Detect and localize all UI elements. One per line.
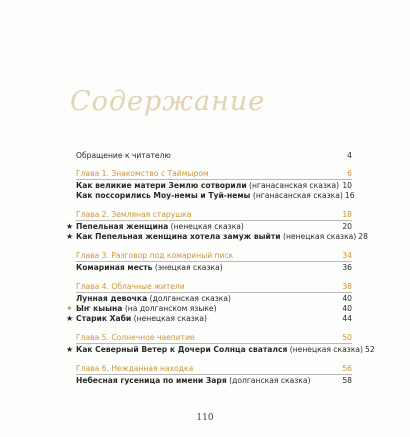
story-title: Как Северный Ветер к Дочери Солнца сватался [76, 345, 288, 354]
story-page: 10 [342, 181, 352, 190]
story-row [66, 304, 352, 314]
story-row [76, 263, 352, 273]
story-entry [76, 376, 311, 386]
chapter-page: 18 [342, 210, 352, 219]
story-note: (ненецкая сказка) [168, 222, 244, 231]
chapter-page: 56 [342, 364, 352, 373]
chapter-heading-row [76, 251, 352, 262]
chapter-heading-row [76, 333, 352, 344]
story-note: (ненецкая сказка) [131, 314, 207, 323]
intro-page: 4 [347, 151, 352, 160]
star-icon: ★ [66, 345, 74, 354]
story-entry [76, 304, 217, 314]
story-note: (ненецкая сказка) [280, 232, 357, 241]
page-number: 110 [196, 413, 214, 423]
story-title: Ыҥ кыына [76, 304, 123, 313]
intro-text: Обращение к читателю [76, 151, 171, 160]
story-title: Небесная гусеница по имени Заря [76, 376, 227, 385]
star-icon: ★ [66, 314, 74, 323]
story-page: 52 [365, 345, 375, 354]
story-entry [76, 191, 343, 201]
story-note: (ненецкая сказка) [287, 345, 364, 354]
story-page: 36 [342, 263, 352, 272]
chapter-page: 34 [342, 251, 352, 260]
chapter-heading: Глава 4. Облачные жители [76, 282, 185, 291]
chapter-heading-row [76, 282, 352, 293]
star-icon: ★ [66, 232, 74, 241]
story-row [76, 191, 355, 201]
story-title: Лунная девочка [76, 294, 148, 303]
story-title: Пепельная женщина [76, 222, 169, 231]
story-entry [76, 314, 207, 324]
story-title: Комариная месть [76, 263, 153, 272]
chapter-heading: Глава 3. Разговор под комариный писк [76, 251, 234, 260]
story-note: (на долганском языке) [122, 304, 217, 313]
story-page: 28 [358, 232, 368, 241]
story-row [76, 181, 352, 191]
star-icon: ✦ [66, 304, 73, 313]
story-row [76, 376, 352, 386]
story-title: Как великие матери Землю сотворили [76, 181, 247, 190]
story-row [66, 232, 368, 242]
chapter-page: 38 [342, 282, 352, 291]
table-of-contents [66, 151, 375, 386]
star-icon: ★ [66, 222, 74, 231]
story-page: 40 [342, 304, 352, 313]
story-page: 58 [342, 376, 352, 385]
chapter-heading: Глава 6. Нежданная находка [76, 364, 194, 373]
chapter-heading: Глава 2. Земляная старушка [76, 210, 192, 219]
chapter-heading: Глава 1. Знакомство с Таймыром [76, 169, 209, 178]
story-title: Как поссорились Моу-немы и Туй-немы [76, 191, 251, 200]
story-entry [76, 263, 223, 273]
chapter-heading-row [76, 210, 352, 221]
story-page: 40 [342, 294, 352, 303]
story-note: (нганасанская сказка) [246, 181, 340, 190]
story-entry [76, 222, 244, 232]
chapter-page: 50 [342, 333, 352, 342]
story-title: Старик Хаби [76, 314, 132, 323]
chapter-list [66, 169, 375, 386]
story-note: (долганская сказка) [226, 376, 311, 385]
story-row [66, 314, 352, 324]
story-title: Как Пепельная женщина хотела замуж выйти [76, 232, 281, 241]
story-entry [76, 232, 356, 242]
story-entry [76, 181, 339, 191]
story-note: (долганская сказка) [147, 294, 231, 303]
story-note: (энецкая сказка) [152, 263, 223, 272]
page-title: Содержание [70, 86, 266, 117]
chapter-heading: Глава 5. Солнечное чаепитие [76, 333, 195, 342]
story-row [66, 345, 375, 355]
story-row [66, 222, 352, 232]
story-page: 44 [342, 314, 352, 323]
toc-intro-row [76, 151, 352, 161]
chapter-page: 6 [347, 169, 352, 178]
chapter-heading-row [76, 169, 352, 180]
story-page: 20 [342, 222, 352, 231]
story-entry [76, 345, 363, 355]
story-page: 16 [344, 191, 355, 200]
story-note: (нганасанская сказка) [250, 191, 343, 200]
chapter-heading-row [76, 364, 352, 375]
story-row [76, 294, 352, 304]
story-entry [76, 294, 231, 304]
